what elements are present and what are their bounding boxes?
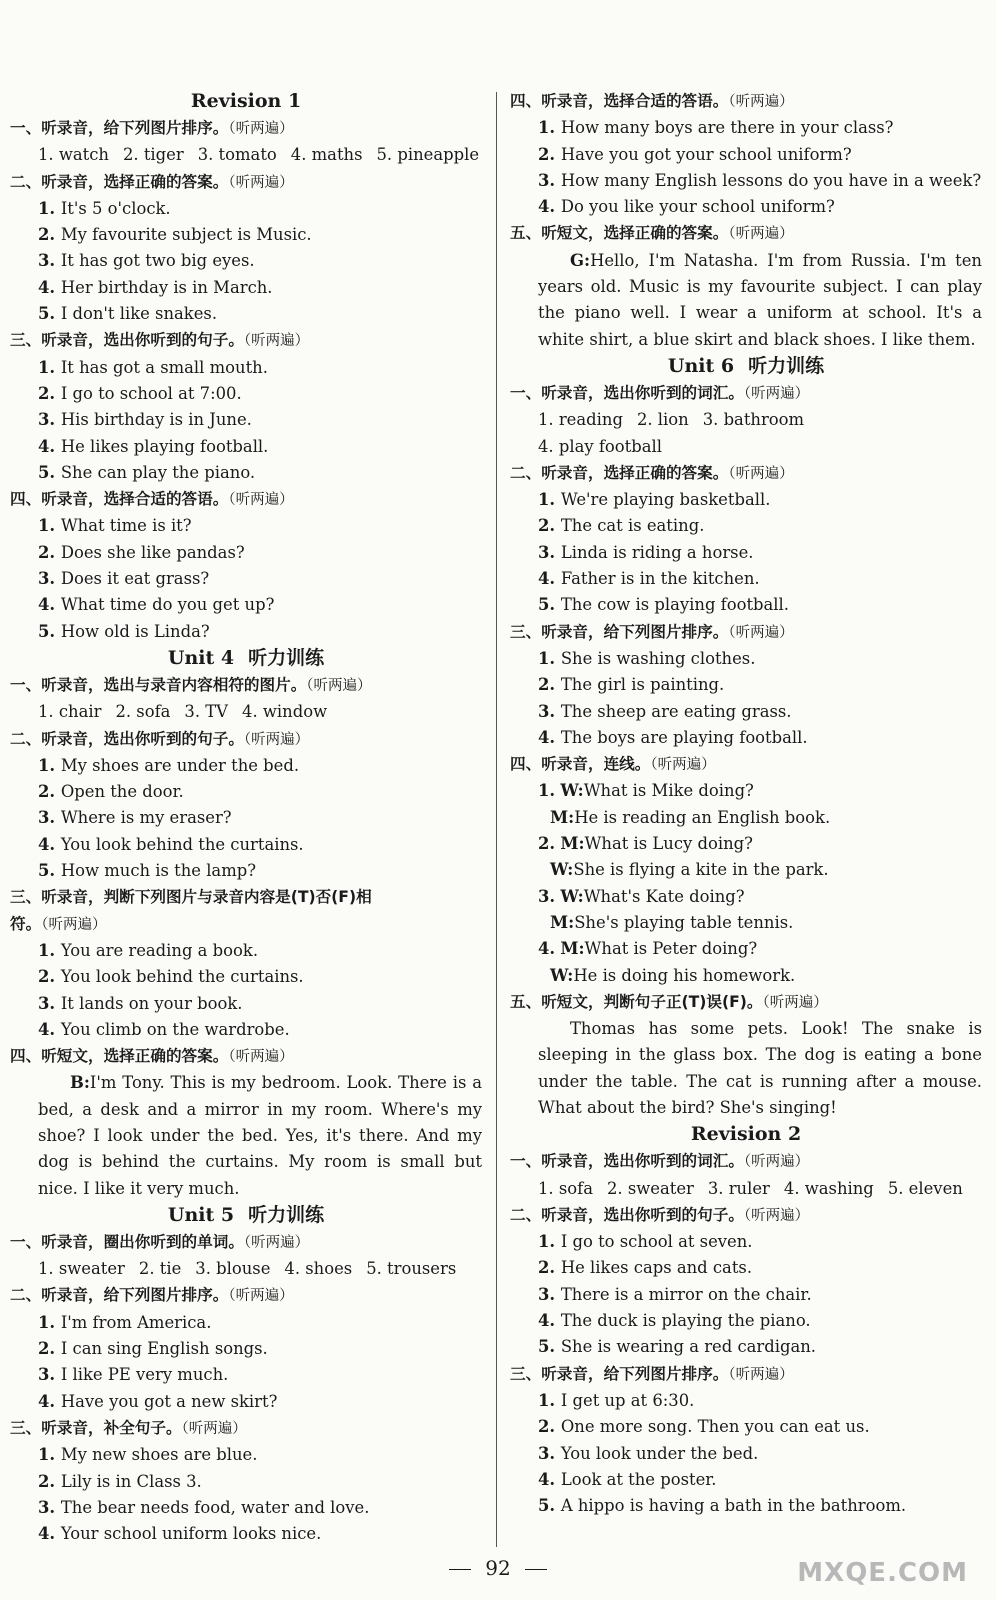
list-item: 4. You look behind the curtains.: [38, 834, 304, 854]
footer-dash-left: [449, 1569, 471, 1570]
list-item: 4. He likes playing football.: [38, 436, 269, 456]
list-item: 3. You look under the bed.: [538, 1443, 759, 1463]
section-heading: 五、听短文，判断句子正(T)误(F)。（听两遍）: [510, 992, 828, 1011]
list-item: 2. He likes caps and cats.: [538, 1258, 753, 1278]
section-heading: 三、听录音，给下列图片排序。（听两遍）: [510, 622, 794, 641]
list-item: 3. It has got two big eyes.: [38, 251, 255, 271]
list-item: 4. You climb on the wardrobe.: [38, 1019, 290, 1039]
list-item: 1. What time is it?: [38, 516, 192, 536]
section-heading: 二、听录音，选出你听到的句子。（听两遍）: [10, 729, 310, 748]
list-item: 5. The cow is playing football.: [538, 595, 789, 615]
list-item: 4. Father is in the kitchen.: [538, 569, 760, 589]
list-item: 1. We're playing basketball.: [538, 490, 771, 510]
list-item: 3. The sheep are eating grass.: [538, 701, 792, 721]
dialog-line: 4. M:What is Peter doing?: [538, 939, 758, 959]
section-heading: 三、听录音，判断下列图片与录音内容是(T)否(F)相: [10, 888, 372, 907]
section-heading: 一、听录音，给下列图片排序。（听两遍）: [10, 119, 294, 137]
list-item: 5. She is wearing a red cardigan.: [538, 1337, 816, 1357]
section-heading: 三、听录音，补全句子。（听两遍）: [10, 1418, 247, 1437]
dialog-line: W:She is flying a kite in the park.: [550, 860, 829, 880]
list-item: 5. How old is Linda?: [38, 621, 210, 641]
list-item: 4. The boys are playing football.: [538, 727, 808, 747]
list-item: 5. I don't like snakes.: [38, 304, 218, 324]
section-heading: 三、听录音，选出你听到的句子。（听两遍）: [10, 331, 310, 350]
list-item: 4. What time do you get up?: [38, 595, 275, 615]
list-item: 2. The girl is painting.: [538, 675, 725, 695]
list-item: 1. I go to school at seven.: [538, 1232, 753, 1252]
section-heading: 一、听录音，选出与录音内容相符的图片。（听两遍）: [10, 675, 372, 694]
left-column: [10, 88, 482, 1547]
list-item: 3. Does it eat grass?: [38, 569, 210, 589]
list-item: 4. Do you like your school uniform?: [538, 197, 835, 217]
list-item: 1. She is washing clothes.: [538, 648, 756, 668]
list-item: 2. One more song. Then you can eat us.: [538, 1417, 870, 1437]
list-item: 3. I like PE very much.: [38, 1365, 229, 1385]
footer-dash-right: [525, 1569, 547, 1570]
listening-passage: G:Hello, I'm Natasha. I'm from Russia. I'm ten years old. Music is my favourite subject. I can play the piano well. I wear a uniform at school. It's a white shirt, a blue skirt and black shoes. I like them.: [538, 250, 982, 349]
unit-5-title: Unit 5 听力训练: [167, 1203, 325, 1226]
dialog-line: 1. W:What is Mike doing?: [538, 781, 754, 801]
word-list: 1. sweater 2. tie 3. blouse 4. shoes 5. trousers: [38, 1259, 457, 1279]
section-heading: 五、听短文，选择正确的答案。（听两遍）: [510, 224, 794, 243]
list-item: 2. My favourite subject is Music.: [38, 225, 312, 245]
word-list: 1. watch 2. tiger 3. tomato 4. maths 5. pineapple: [38, 145, 480, 165]
revision-1-title: Revision 1: [190, 90, 302, 112]
list-item: 2. Have you got your school uniform?: [538, 144, 852, 164]
dialog-line: M:She's playing table tennis.: [550, 912, 794, 932]
dialog-line: M:He is reading an English book.: [550, 807, 831, 827]
list-item: 2. Open the door.: [38, 782, 184, 802]
list-item: 2. Does she like pandas?: [38, 542, 245, 562]
section-heading: 二、听录音，选择正确的答案。（听两遍）: [10, 172, 294, 191]
list-item: 1. It's 5 o'clock.: [38, 198, 171, 218]
section-heading: 二、听录音，选择正确的答案。（听两遍）: [510, 463, 794, 482]
unit-4-title: Unit 4 听力训练: [167, 646, 325, 669]
list-item: 4. Have you got a new skirt?: [38, 1391, 278, 1411]
watermark-logo: MXQE.COM: [797, 1558, 968, 1588]
word-list: 1. sofa 2. sweater 3. ruler 4. washing 5. eleven: [538, 1178, 963, 1198]
section-heading: 四、听录音，连线。（听两遍）: [510, 755, 716, 774]
word-list: 4. play football: [538, 436, 662, 456]
revision-2-title: Revision 2: [690, 1123, 802, 1146]
page-number: 92: [485, 1556, 511, 1580]
section-heading: 四、听短文，选择正确的答案。（听两遍）: [10, 1047, 294, 1066]
list-item: 3. Where is my eraser?: [38, 808, 232, 828]
list-item: 4. Her birthday is in March.: [38, 277, 273, 297]
list-item: 3. His birthday is in June.: [38, 410, 252, 430]
section-heading: 一、听录音，选出你听到的词汇。（听两遍）: [510, 1152, 810, 1171]
section-heading: 一、听录音，选出你听到的词汇。（听两遍）: [510, 383, 810, 402]
section-heading: 二、听录音，给下列图片排序。（听两遍）: [10, 1286, 294, 1305]
section-heading: 三、听录音，给下列图片排序。（听两遍）: [510, 1364, 794, 1383]
list-item: 3. The bear needs food, water and love.: [38, 1497, 370, 1517]
list-item: 4. Your school uniform looks nice.: [38, 1524, 322, 1544]
list-item: 2. I go to school at 7:00.: [38, 383, 242, 403]
list-item: 2. I can sing English songs.: [38, 1339, 268, 1359]
column-divider: [496, 92, 497, 1547]
list-item: 4. The duck is playing the piano.: [538, 1311, 811, 1331]
list-item: 2. You look behind the curtains.: [38, 967, 304, 987]
list-item: 1. I get up at 6:30.: [538, 1390, 695, 1410]
list-item: 3. Linda is riding a horse.: [538, 542, 754, 562]
list-item: 3. How many English lessons do you have in a week?: [538, 170, 982, 190]
list-item: 2. The cat is eating.: [538, 516, 705, 536]
listening-passage: Thomas has some pets. Look! The snake is sleeping in the glass box. The dog is eating a bone under the table. The cat is running after a mouse. What about the bird? She's singing!: [538, 1019, 982, 1117]
list-item: 4. Look at the poster.: [538, 1469, 717, 1489]
unit-6-title: Unit 6 听力训练: [667, 354, 825, 377]
list-item: 5. A hippo is having a bath in the bathroom.: [538, 1496, 907, 1516]
list-item: 1. It has got a small mouth.: [38, 357, 268, 377]
list-item: 1. You are reading a book.: [38, 940, 259, 960]
list-item: 3. There is a mirror on the chair.: [538, 1284, 812, 1304]
section-heading: 四、听录音，选择合适的答语。（听两遍）: [10, 490, 294, 509]
section-heading: 四、听录音，选择合适的答语。（听两遍）: [510, 92, 794, 110]
dialog-line: W:He is doing his homework.: [550, 965, 796, 985]
list-item: 1. My shoes are under the bed.: [38, 755, 300, 775]
listening-passage: B:I'm Tony. This is my bedroom. Look. There is a bed, a desk and a mirror in my room. Where's my shoe? I look under the bed. Yes, it's there. And my dog is behind the curtains. My room is small but nice. I like it very much.: [38, 1073, 482, 1198]
section-heading: 一、听录音，圈出你听到的单词。（听两遍）: [10, 1232, 310, 1251]
list-item: 5. How much is the lamp?: [38, 861, 257, 881]
list-item: 5. She can play the piano.: [38, 462, 256, 482]
list-item: 1. I'm from America.: [38, 1312, 212, 1332]
word-list: 1. reading 2. lion 3. bathroom: [538, 410, 805, 430]
section-heading-continued: 符。（听两遍）: [10, 914, 107, 933]
section-heading: 二、听录音，选出你听到的句子。（听两遍）: [510, 1205, 810, 1224]
word-list: 1. chair 2. sofa 3. TV 4. window: [38, 702, 328, 722]
list-item: 1. My new shoes are blue.: [38, 1445, 258, 1465]
list-item: 2. Lily is in Class 3.: [38, 1471, 202, 1491]
list-item: 3. It lands on your book.: [38, 993, 243, 1013]
dialog-line: 3. W:What's Kate doing?: [538, 886, 745, 906]
dialog-line: 2. M:What is Lucy doing?: [538, 834, 753, 854]
right-column: [510, 88, 982, 1519]
list-item: 1. How many boys are there in your class?: [538, 118, 894, 138]
